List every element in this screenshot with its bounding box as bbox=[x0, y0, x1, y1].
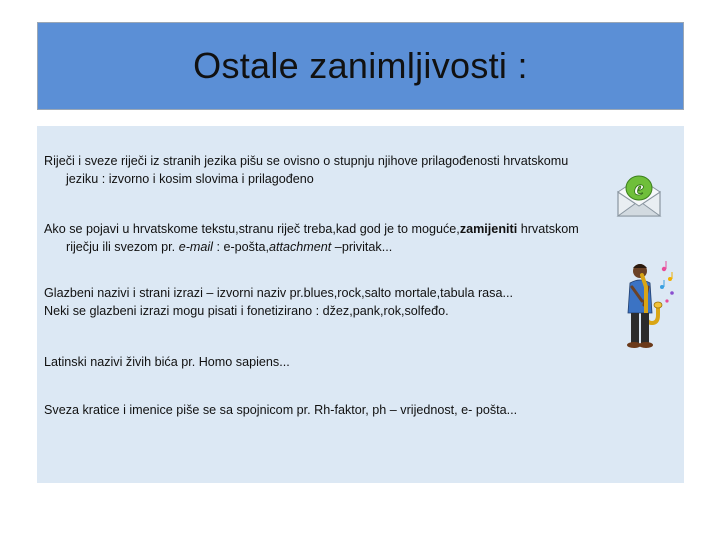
p3-line1: Glazbeni nazivi i strani izrazi – izvorni naziv pr.blues,rock,salto mortale,tabula rasa... bbox=[44, 286, 513, 300]
paragraph-music-terms bbox=[44, 284, 672, 320]
p2-line2-a: riječju ili svezom pr. bbox=[66, 240, 179, 254]
p1-line1: Riječi i sveze riječi iz stranih jezika pišu se ovisno o stupnju njihove prilagođenosti hrvatskomu bbox=[44, 154, 569, 168]
paragraph-latin-names bbox=[44, 353, 672, 371]
saxophone-player-icon bbox=[620, 257, 676, 352]
paragraph-abbreviations bbox=[44, 401, 672, 419]
p3-line2: Neki se glazbeni izrazi mogu pisati i fonetizirano : džez,pank,rok,solfeđo. bbox=[44, 304, 449, 318]
p2-line1-c: hrvatskom bbox=[517, 222, 579, 236]
svg-text:e: e bbox=[634, 175, 644, 200]
email-envelope-icon bbox=[614, 170, 664, 220]
p2-line2-e: –privitak... bbox=[331, 240, 393, 254]
title-banner bbox=[37, 22, 684, 110]
p2-italic-attachment: attachment bbox=[269, 240, 332, 254]
p2-italic-email: e-mail bbox=[178, 240, 213, 254]
paragraph-foreign-words bbox=[44, 152, 672, 188]
p1-line2: jeziku : izvorno i kosim slovima i prilagođeno bbox=[66, 172, 314, 186]
p2-line1-a: Ako se pojavi u hrvatskome tekstu,stranu riječ treba,kad god je to moguće, bbox=[44, 222, 460, 236]
p4-line1: Latinski nazivi živih bića pr. Homo sapiens... bbox=[44, 355, 290, 369]
p2-emphasis-zamijeniti: zamijeniti bbox=[459, 222, 518, 236]
p5-line1: Sveza kratice i imenice piše se sa spojnicom pr. Rh-faktor, ph – vrijednost, e- pošta... bbox=[44, 403, 518, 417]
p2-line2-c: : e-pošta, bbox=[212, 240, 269, 254]
paragraph-replace-words bbox=[44, 220, 672, 256]
content-panel bbox=[37, 126, 684, 483]
slide-title: Ostale zanimljivosti : bbox=[193, 45, 528, 86]
